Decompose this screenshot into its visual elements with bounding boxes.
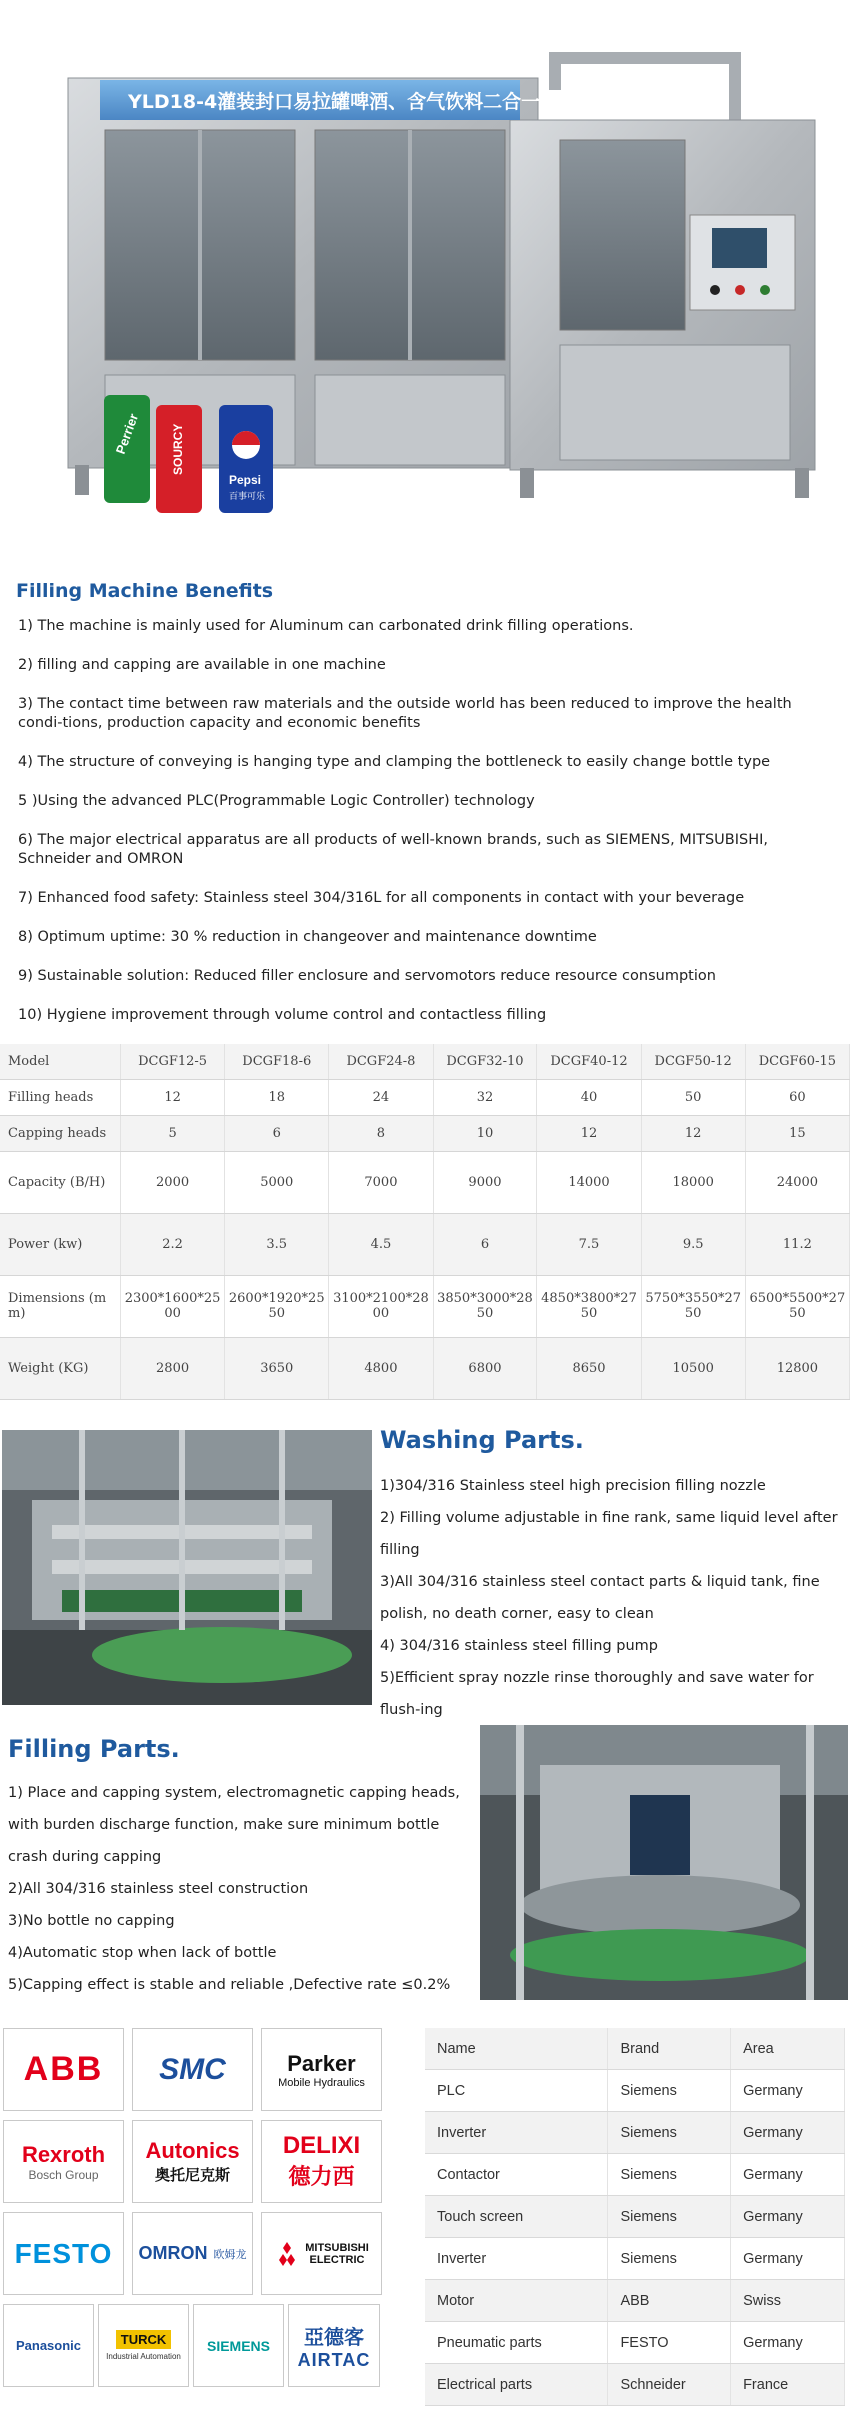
table-cell: Germany xyxy=(731,2112,845,2154)
logo-text: MITSUBISHI xyxy=(305,2241,369,2254)
table-cell: 2000 xyxy=(121,1151,225,1213)
brand-logo-abb xyxy=(3,2028,124,2111)
table-cell: DCGF24-8 xyxy=(329,1044,433,1079)
logo-text: TURCK xyxy=(116,2330,172,2349)
filling-item: 3)No bottle no capping xyxy=(8,1913,175,1929)
row-label: Model xyxy=(0,1044,121,1079)
table-cell: 60 xyxy=(745,1079,849,1115)
logo-text: DELIXI xyxy=(282,2132,361,2159)
filling-title: Filling Parts. xyxy=(8,1735,180,1763)
logo-text: SMC xyxy=(159,2052,226,2086)
filling-list xyxy=(8,1777,478,2001)
table-cell: 12 xyxy=(121,1079,225,1115)
logo-subtext: 德力西 xyxy=(288,2165,355,2190)
logo-text: Autonics xyxy=(145,2138,240,2163)
machine-illustration xyxy=(0,0,850,560)
can-label-sourcy: SOURCY xyxy=(171,423,185,475)
table-cell: DCGF32-10 xyxy=(433,1044,537,1079)
brand-logo-festo xyxy=(3,2212,124,2295)
components-table xyxy=(425,2028,845,2406)
table-cell: 6500*5500*2750 xyxy=(745,1275,849,1337)
table-row xyxy=(425,2070,845,2112)
table-cell: 4800 xyxy=(329,1337,433,1399)
can-label-perrier: Perrier xyxy=(112,411,142,457)
machine-banner: YLD18-4灌装封口易拉罐啤酒、含气饮料二合一 xyxy=(128,91,541,113)
table-cell: Schneider xyxy=(608,2364,731,2406)
table-cell: 7.5 xyxy=(537,1213,641,1275)
filling-item: 5)Capping effect is stable and reliable ,Defective rate ≤0.2% xyxy=(8,1977,451,1993)
table-cell: 2.2 xyxy=(121,1213,225,1275)
brand-logo-autonics xyxy=(132,2120,253,2203)
table-cell: Siemens xyxy=(608,2112,731,2154)
table-row xyxy=(425,2322,845,2364)
table-cell: Motor xyxy=(425,2280,608,2322)
table-cell: 3100*2100*2800 xyxy=(329,1275,433,1337)
logo-text: ABB xyxy=(23,2050,104,2088)
column-header: Brand xyxy=(608,2028,731,2070)
table-cell: DCGF60-15 xyxy=(745,1044,849,1079)
filling-item: 2)All 304/316 stainless steel construction xyxy=(8,1881,309,1897)
logo-text: SIEMENS xyxy=(206,2337,270,2354)
row-label: Power (kw) xyxy=(0,1213,121,1275)
row-label: Capping heads xyxy=(0,1115,121,1151)
logo-text: 亞德客 xyxy=(304,2324,364,2349)
benefits-section xyxy=(0,565,850,1035)
row-label: Filling heads xyxy=(0,1079,121,1115)
row-label: Capacity (B/H) xyxy=(0,1151,121,1213)
table-cell: 3650 xyxy=(225,1337,329,1399)
table-cell: France xyxy=(731,2364,845,2406)
logo-text-block xyxy=(305,2242,369,2266)
table-cell: 24000 xyxy=(745,1151,849,1213)
benefit-item: 7) Enhanced food safety: Stainless steel 304/316L for all components in contact with your beverage xyxy=(18,890,745,906)
logo-text: Panasonic xyxy=(15,2338,82,2353)
table-cell: 18 xyxy=(225,1079,329,1115)
table-cell: Siemens xyxy=(608,2196,731,2238)
benefit-item: 2) filling and capping are available in one machine xyxy=(18,657,386,673)
logo-text: OMRON xyxy=(138,2243,208,2263)
logo-subtext: 欧姆龙 xyxy=(213,2247,247,2261)
hero-machine-photo xyxy=(0,0,850,560)
benefit-item: 10) Hygiene improvement through volume control and contactless filling xyxy=(18,1007,547,1023)
benefit-item: 4) The structure of conveying is hanging type and clamping the bottleneck to easily change bottle type xyxy=(18,754,771,770)
table-row xyxy=(425,2112,845,2154)
brand-logo-mitsubishi xyxy=(261,2212,382,2295)
table-cell: 3.5 xyxy=(225,1213,329,1275)
table-cell: 15 xyxy=(745,1115,849,1151)
table-cell: 12 xyxy=(641,1115,745,1151)
table-cell: 2800 xyxy=(121,1337,225,1399)
table-cell: 2600*1920*2550 xyxy=(225,1275,329,1337)
can-label-pepsi: Pepsi xyxy=(229,473,262,487)
table-cell: 4850*3800*2750 xyxy=(537,1275,641,1337)
filling-photo xyxy=(480,1725,848,2000)
table-row xyxy=(425,2154,845,2196)
table-cell: 8 xyxy=(329,1115,433,1151)
table-cell: 2300*1600*2500 xyxy=(121,1275,225,1337)
washing-item: 4) 304/316 stainless steel filling pump xyxy=(380,1638,659,1654)
filling-item: 1) Place and capping system, electromagnetic capping heads, with burden discharge function, make sure minimum bottle crash during capping xyxy=(8,1785,460,1865)
logo-subtext: Bosch Group xyxy=(28,2167,99,2182)
table-cell: Germany xyxy=(731,2196,845,2238)
table-row xyxy=(0,1275,850,1337)
table-cell: Touch screen xyxy=(425,2196,608,2238)
table-cell: DCGF18-6 xyxy=(225,1044,329,1079)
benefit-item: 8) Optimum uptime: 30 % reduction in changeover and maintenance downtime xyxy=(18,929,597,945)
table-cell: Germany xyxy=(731,2070,845,2112)
brand-logo-parker xyxy=(261,2028,382,2111)
table-cell: 18000 xyxy=(641,1151,745,1213)
table-row xyxy=(425,2238,845,2280)
brand-logo-panasonic xyxy=(3,2304,94,2387)
table-row xyxy=(0,1213,850,1275)
table-row xyxy=(0,1115,850,1151)
logo-subtext: 奥托尼克斯 xyxy=(154,2166,230,2184)
benefit-item: 1) The machine is mainly used for Aluminum can carbonated drink filling operations. xyxy=(18,618,634,634)
logo-text: Parker xyxy=(287,2050,356,2076)
table-cell: DCGF40-12 xyxy=(537,1044,641,1079)
table-cell: 14000 xyxy=(537,1151,641,1213)
row-label: Weight (KG) xyxy=(0,1337,121,1399)
filling-section xyxy=(0,1725,850,2005)
washing-title: Washing Parts. xyxy=(380,1426,584,1454)
table-cell: ABB xyxy=(608,2280,731,2322)
washing-list xyxy=(380,1470,845,1726)
brand-logo-siemens xyxy=(193,2304,284,2387)
table-row xyxy=(425,2196,845,2238)
table-cell: Inverter xyxy=(425,2112,608,2154)
table-cell: 5750*3550*2750 xyxy=(641,1275,745,1337)
brand-logo-omron xyxy=(132,2212,253,2295)
benefit-item: 3) The contact time between raw materials and the outside world has been reduced to improve the health condi-tions, production capacity and economic benefits xyxy=(18,696,792,731)
table-row xyxy=(425,2364,845,2406)
logo-subtext: Mobile Hydraulics xyxy=(278,2076,365,2089)
benefit-item: 6) The major electrical apparatus are all products of well-known brands, such as SIEMENS, MITSUBISHI, Schneider and OMRON xyxy=(18,832,768,867)
specs-table xyxy=(0,1044,850,1400)
table-row xyxy=(0,1079,850,1115)
table-cell: 9.5 xyxy=(641,1213,745,1275)
brand-logo-rexroth xyxy=(3,2120,124,2203)
table-cell: Germany xyxy=(731,2322,845,2364)
table-cell: PLC xyxy=(425,2070,608,2112)
washing-section xyxy=(0,1420,850,1720)
table-cell: 6800 xyxy=(433,1337,537,1399)
brand-logo-turck xyxy=(98,2304,189,2387)
benefit-item: 9) Sustainable solution: Reduced filler enclosure and servomotors reduce resource consumption xyxy=(18,968,716,984)
logo-subtext: Industrial Automation xyxy=(106,2352,181,2361)
benefits-list xyxy=(18,617,828,1045)
table-cell: 6 xyxy=(433,1213,537,1275)
brand-logo-airtac xyxy=(288,2304,380,2387)
table-header-row xyxy=(425,2028,845,2070)
table-cell: 32 xyxy=(433,1079,537,1115)
table-cell: 40 xyxy=(537,1079,641,1115)
table-cell: 8650 xyxy=(537,1337,641,1399)
table-cell: 24 xyxy=(329,1079,433,1115)
washing-photo xyxy=(2,1430,372,1705)
table-cell: Siemens xyxy=(608,2238,731,2280)
table-row xyxy=(0,1151,850,1213)
brand-logo-delixi xyxy=(261,2120,382,2203)
brands-section xyxy=(0,2025,850,2410)
table-cell: 12 xyxy=(537,1115,641,1151)
table-cell: 9000 xyxy=(433,1151,537,1213)
table-row xyxy=(0,1337,850,1399)
washing-item: 5)Efficient spray nozzle rinse thoroughly and save water for flush-ing xyxy=(380,1670,814,1718)
logo-text: Rexroth xyxy=(21,2141,106,2167)
table-cell: 10500 xyxy=(641,1337,745,1399)
column-header: Name xyxy=(425,2028,608,2070)
can-label-pepsi-cn: 百事可乐 xyxy=(229,492,266,502)
table-row xyxy=(0,1044,850,1079)
table-cell: DCGF12-5 xyxy=(121,1044,225,1079)
table-cell: Pneumatic parts xyxy=(425,2322,608,2364)
table-cell: 10 xyxy=(433,1115,537,1151)
table-cell: Siemens xyxy=(608,2070,731,2112)
row-label: Dimensions (mm) xyxy=(0,1275,121,1337)
column-header: Area xyxy=(731,2028,845,2070)
table-cell: Swiss xyxy=(731,2280,845,2322)
logo-subtext: ELECTRIC xyxy=(309,2253,365,2266)
table-row xyxy=(425,2280,845,2322)
table-cell: 50 xyxy=(641,1079,745,1115)
table-cell: 12800 xyxy=(745,1337,849,1399)
table-cell: 5000 xyxy=(225,1151,329,1213)
table-cell: Siemens xyxy=(608,2154,731,2196)
table-cell: Germany xyxy=(731,2154,845,2196)
logo-text: FESTO xyxy=(14,2237,113,2269)
table-cell: DCGF50-12 xyxy=(641,1044,745,1079)
table-cell: 3850*3000*2850 xyxy=(433,1275,537,1337)
washing-item: 2) Filling volume adjustable in fine rank, same liquid level after filling xyxy=(380,1510,838,1558)
table-cell: Inverter xyxy=(425,2238,608,2280)
table-cell: 7000 xyxy=(329,1151,433,1213)
logo-row xyxy=(274,2242,369,2266)
washing-item: 3)All 304/316 stainless steel contact parts & liquid tank, fine polish, no death corner, easy to clean xyxy=(380,1574,820,1622)
specs-section xyxy=(0,1044,850,1404)
table-cell: 5 xyxy=(121,1115,225,1151)
logo-row xyxy=(139,2243,247,2264)
table-cell: 4.5 xyxy=(329,1213,433,1275)
table-cell: Contactor xyxy=(425,2154,608,2196)
table-cell: 11.2 xyxy=(745,1213,849,1275)
mitsubishi-diamonds-icon xyxy=(274,2242,300,2266)
benefits-title: Filling Machine Benefits xyxy=(16,580,274,602)
table-cell: FESTO xyxy=(608,2322,731,2364)
table-cell: Electrical parts xyxy=(425,2364,608,2406)
logo-subtext: AIRTAC xyxy=(297,2349,371,2370)
filling-item: 4)Automatic stop when lack of bottle xyxy=(8,1945,277,1961)
table-cell: Germany xyxy=(731,2238,845,2280)
table-cell: 6 xyxy=(225,1115,329,1151)
benefit-item: 5 )Using the advanced PLC(Programmable Logic Controller) technology xyxy=(18,793,535,809)
brand-logo-smc xyxy=(132,2028,253,2111)
washing-item: 1)304/316 Stainless steel high precision filling nozzle xyxy=(380,1478,766,1494)
